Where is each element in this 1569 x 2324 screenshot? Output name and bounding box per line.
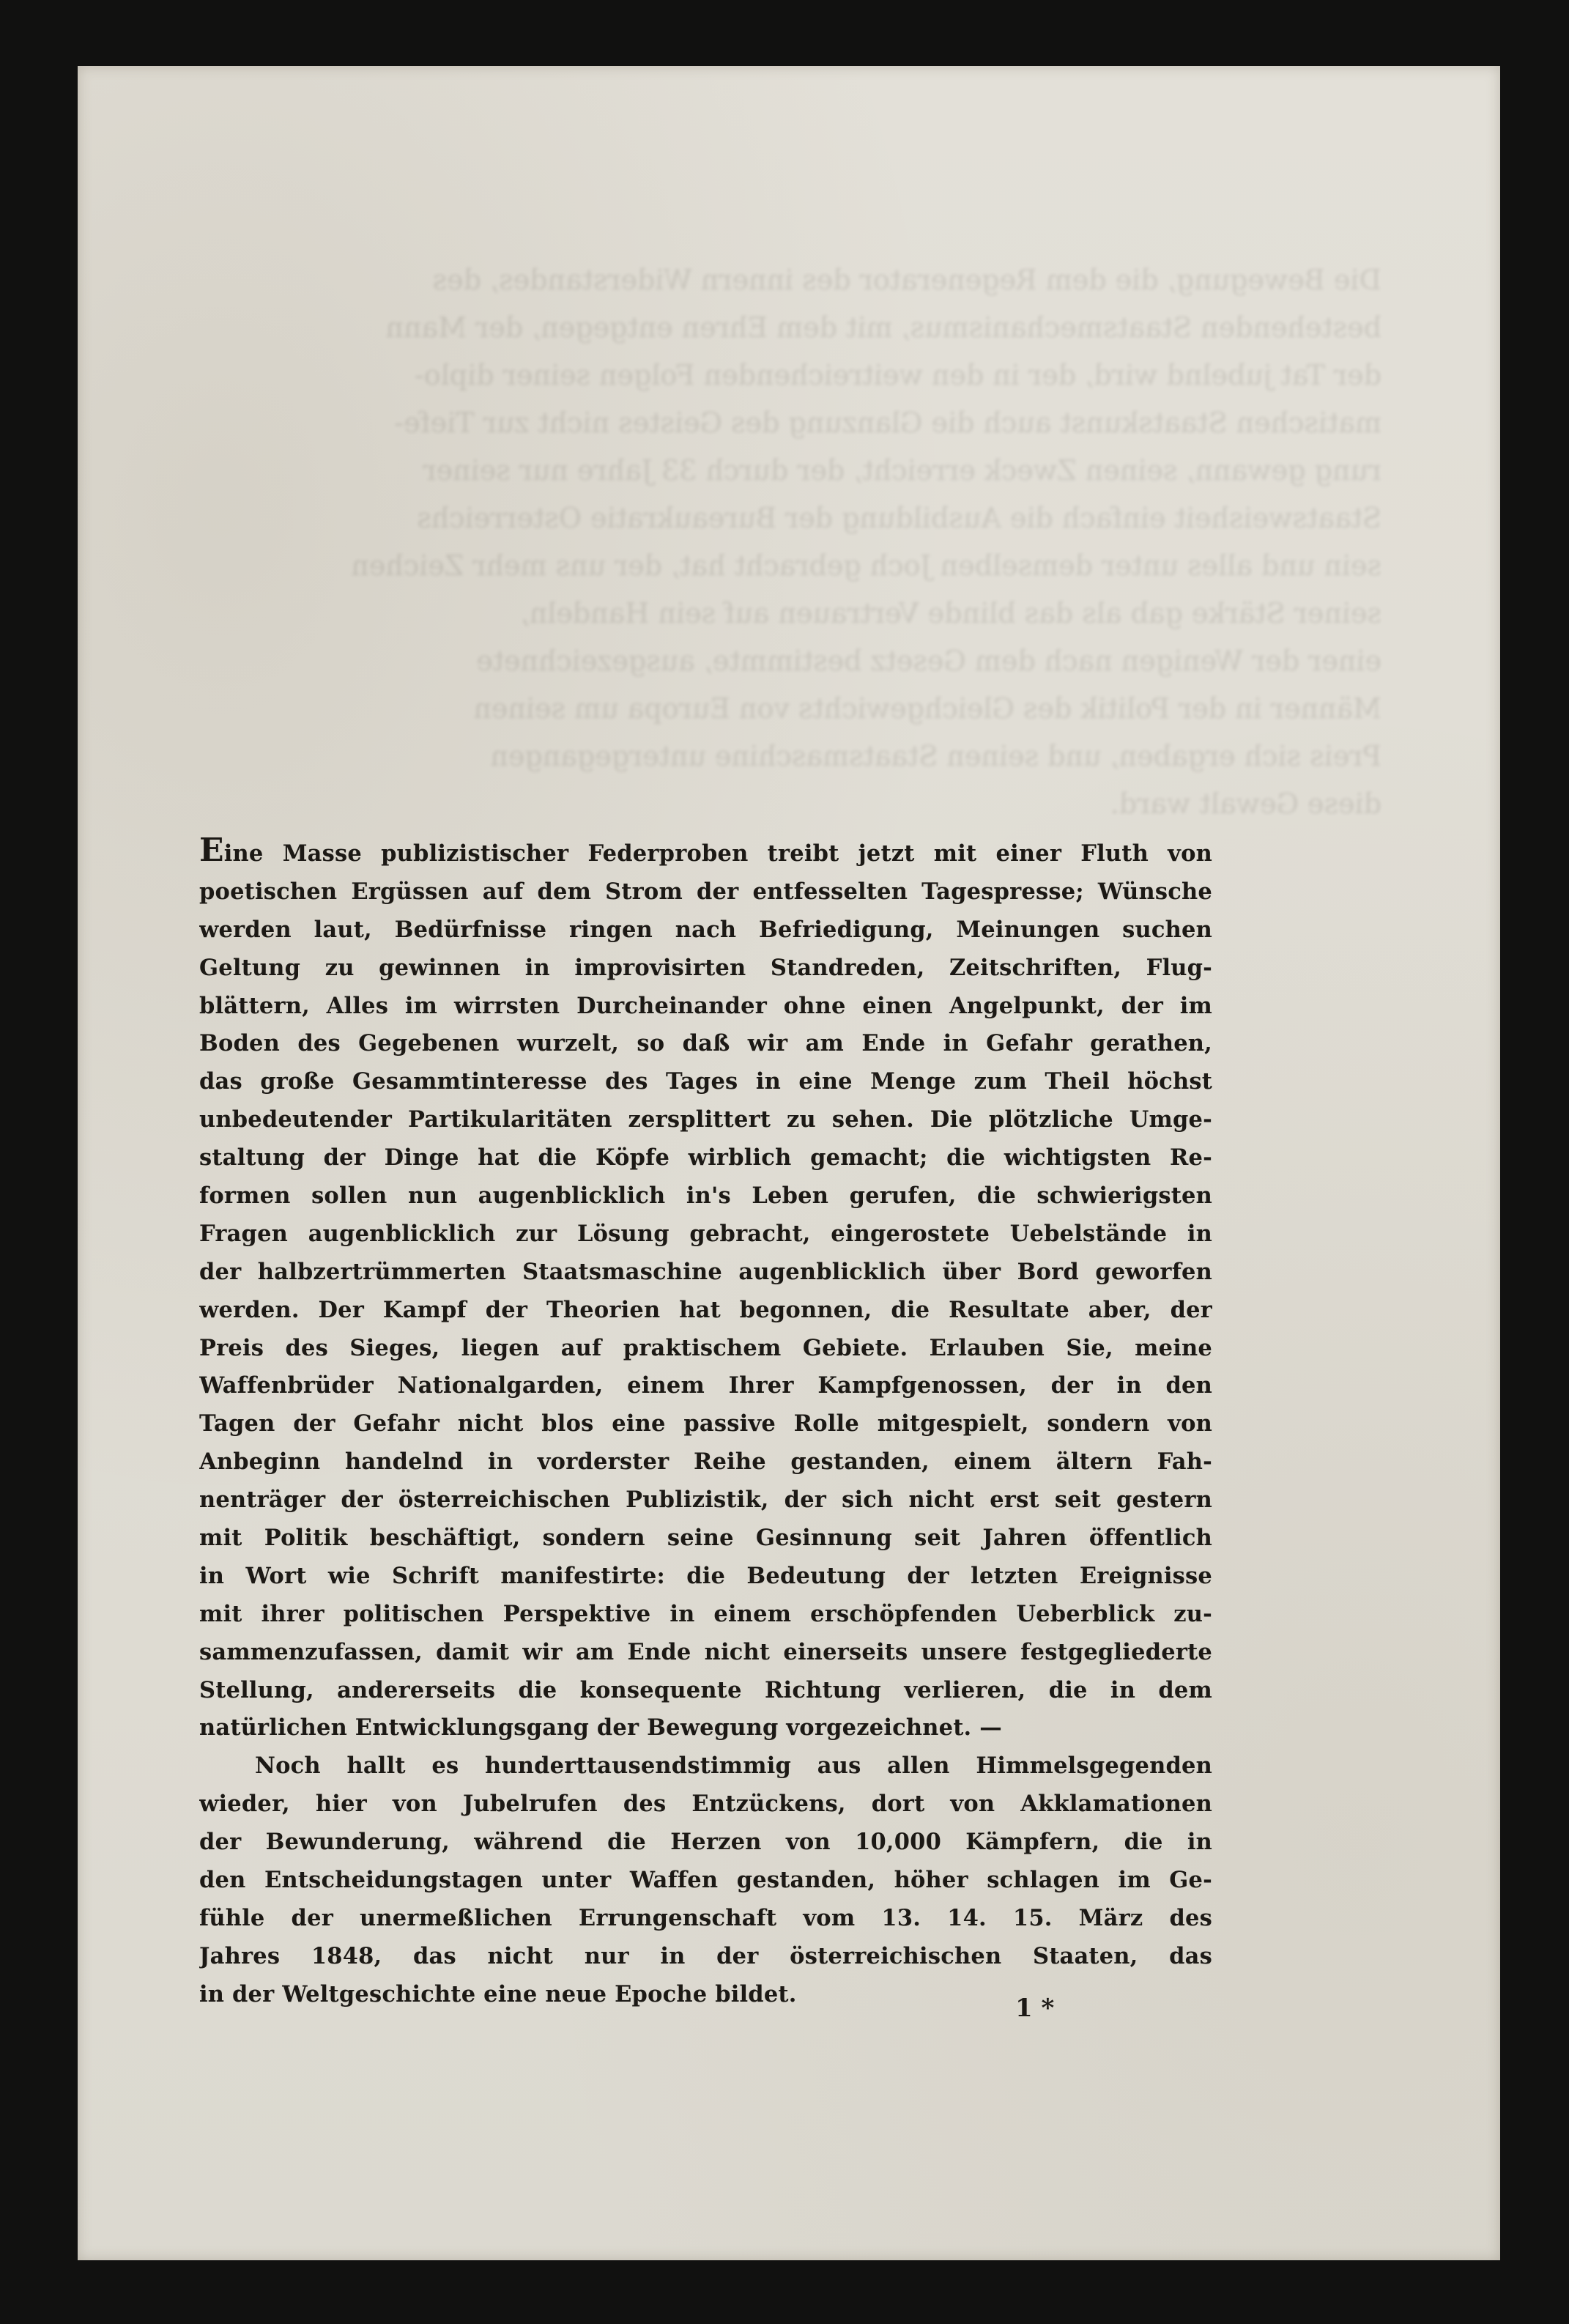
bleed-through-text (195, 256, 1381, 828)
bleed-line: Männer in der Politik des Gleichgewichts von Europa um seinen (473, 692, 1381, 725)
text-line: nenträger der österreichischen Publizistik, der sich nicht erst seit gestern (199, 1487, 1212, 1514)
text-line: Anbeginn handelnd in vorderster Reihe gestanden, einem ältern Fah- (199, 1448, 1212, 1476)
text-line: natürlichen Entwicklungsgang der Bewegung vorgezeichnet. — (199, 1714, 1002, 1742)
text-line: das große Gesammtinteresse des Tages in eine Menge zum Theil höchst (199, 1068, 1212, 1095)
text-line: blättern, Alles im wirrsten Durcheinander ohne einen Angelpunkt, der im (199, 992, 1212, 1019)
text-line: staltung der Dinge hat die Köpfe wirblich gemacht; die wichtigsten Re- (199, 1144, 1212, 1172)
text-line: unbedeutender Partikularitäten zersplittert zu sehen. Die plötzliche Umge- (199, 1106, 1212, 1133)
text-line: sammenzufassen, damit wir am Ende nicht einerseits unsere festgegliederte (199, 1638, 1212, 1665)
text-line: Jahres 1848, das nicht nur in der österreichischen Staaten, das (199, 1942, 1212, 1969)
text-line: der Bewunderung, während die Herzen von 10,000 Kämpfern, die in (199, 1829, 1212, 1856)
bleed-line: sein und alles unter demselben Joch gebracht hat, der uns mehr Zeichen (351, 549, 1381, 582)
text-line: poetischen Ergüssen auf dem Strom der entfesselten Tagespresse; Wünsche (199, 878, 1212, 905)
text-line: wieder, hier von Jubelrufen des Entzückens, dort von Akklamationen (199, 1791, 1212, 1818)
text-line: Noch hallt es hunderttausendstimmig aus allen Himmelsgegenden (255, 1753, 1212, 1780)
bleed-line: Staatsweisheit einfach die Ausbildung der Bureaukratie Osterreichs (417, 502, 1381, 534)
text-line: formen sollen nun augenblicklich in's Leben gerufen, die schwierigsten (199, 1183, 1212, 1210)
text-line: fühle der unermeßlichen Errungenschaft vom 13. 14. 15. März des (199, 1904, 1212, 1931)
bleed-line: diese Gewalt ward. (1110, 788, 1381, 820)
text-line: werden laut, Bedürfnisse ringen nach Befriedigung, Meinungen suchen (199, 916, 1212, 943)
text-line: Boden des Gegebenen wurzelt, so daß wir am Ende in Gefahr gerathen, (199, 1030, 1212, 1057)
text-line: Stellung, andererseits die konsequente Richtung verlieren, die in dem (199, 1676, 1212, 1703)
drop-cap: E (199, 835, 224, 869)
text-line: den Entscheidungstagen unter Waffen gestanden, höher schlagen im Ge- (199, 1867, 1212, 1894)
bleed-line: bestehenden Staatsmechanismus, mit dem Ehren entgegen, der Mann (385, 311, 1381, 344)
text-line: Fragen augenblicklich zur Lösung gebracht, eingerostete Uebelstände in (199, 1220, 1212, 1247)
bleed-line: der Tat jubelnd wird, der in den weitreichenden Folgen seiner diplo- (414, 359, 1381, 391)
text-line: in Wort wie Schrift manifestirte: die Bedeutung der letzten Ereignisse (199, 1562, 1212, 1589)
text-line: in der Weltgeschichte eine neue Epoche bildet. (199, 1980, 797, 2007)
bleed-line: Preis sich ergaben, und seinen Staatsmaschine untergegangen (490, 740, 1381, 772)
text-line: Tagen der Gefahr nicht blos eine passive Rolle mitgespielt, sondern von (199, 1410, 1212, 1437)
text-line: Preis des Sieges, liegen auf praktischem Gebiete. Erlauben Sie, meine (199, 1334, 1212, 1361)
body-text (199, 835, 1212, 2014)
paper-page (78, 66, 1500, 2260)
bleed-line: rung gewann, seinen Zweck erreicht, der durch 33 Jahre nur seiner (423, 454, 1381, 486)
text-line-content: ine Masse publizistischer Federproben treibt jetzt mit einer Fluth von (223, 840, 1212, 867)
signature-mark: 1 * (1015, 1994, 1055, 2023)
text-line: der halbzertrümmerten Staatsmaschine augenblicklich über Bord geworfen (199, 1258, 1212, 1285)
text-line: werden. Der Kampf der Theorien hat begonnen, die Resultate aber, der (199, 1296, 1212, 1323)
text-line: mit Politik beschäftigt, sondern seine Gesinnung seit Jahren öffentlich (199, 1525, 1212, 1552)
bleed-line: Die Bewegung, die dem Regenerator des innern Widerstandes, des (432, 264, 1381, 296)
bleed-line: seiner Stärke gab als das blinde Vertrauen auf sein Handeln, (520, 597, 1381, 629)
text-line: Waffenbrüder Nationalgarden, einem Ihrer Kampfgenossen, der in den (199, 1372, 1212, 1399)
text-line: mit ihrer politischen Perspektive in einem erschöpfenden Ueberblick zu- (199, 1600, 1212, 1627)
text-line: Geltung zu gewinnen in improvisirten Standreden, Zeitschriften, Flug- (199, 954, 1212, 981)
text-line (199, 835, 1212, 873)
bleed-line: einer der Wenigen nach dem Gesetz bestimmte, ausgezeichnete (476, 645, 1381, 677)
bleed-line: matischen Staatskunst auch die Glanzung des Geistes nicht zur Tiefe- (394, 407, 1381, 439)
